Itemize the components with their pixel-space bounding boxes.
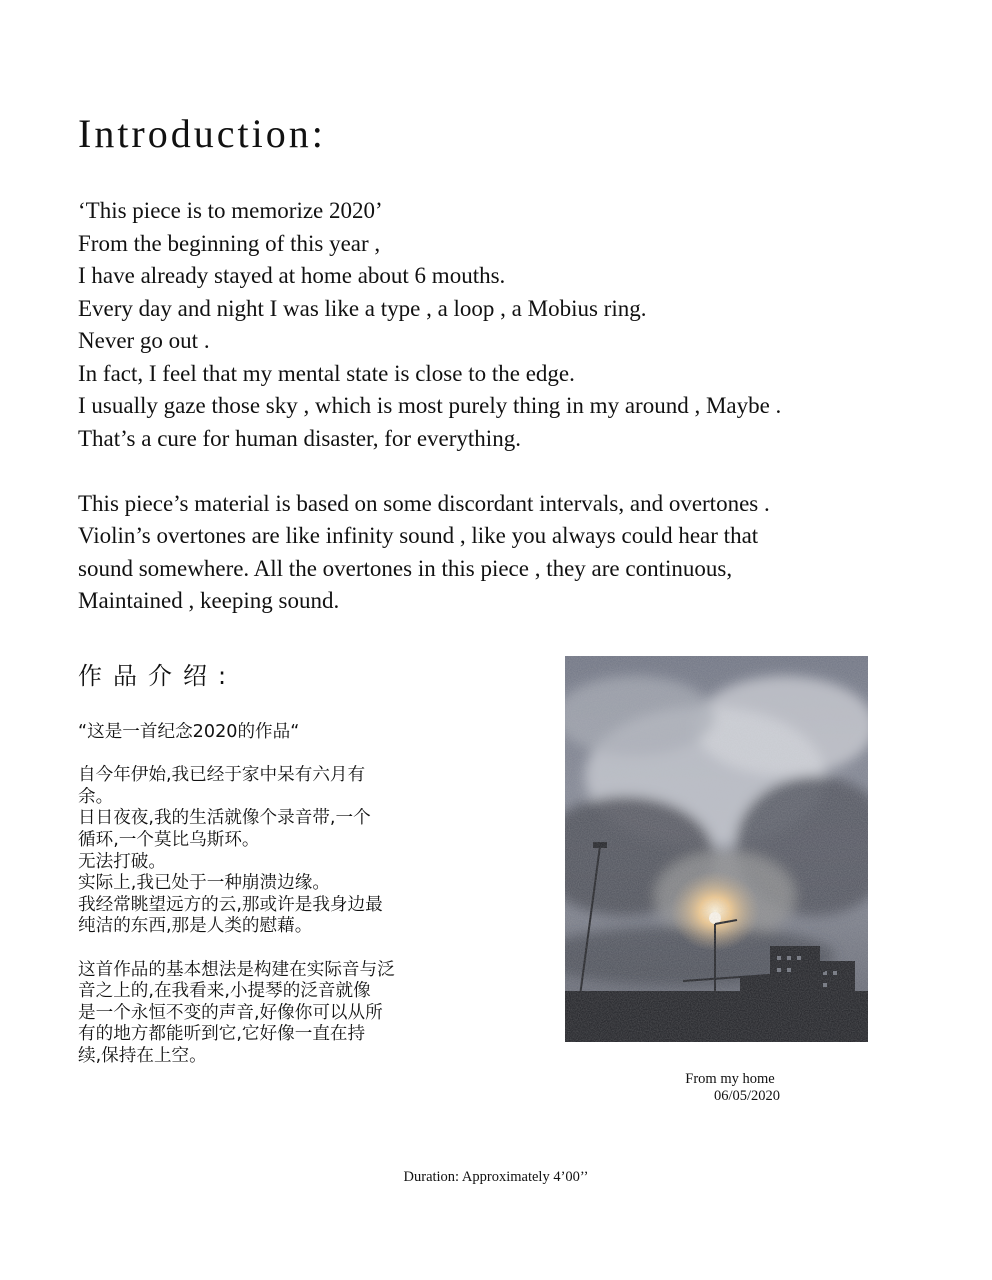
chinese-quote: “这是一首纪念2020的作品“ — [78, 722, 300, 742]
introduction-heading: Introduction: — [78, 111, 326, 156]
chinese-text-line: 纯洁的东西,那是人类的慰藉。 — [78, 916, 313, 937]
english-text-line: That’s a cure for human disaster, for everything. — [78, 425, 521, 451]
caption-location: From my home — [685, 1071, 775, 1087]
english-text-line: ‘This piece is to memorize 2020’ — [78, 198, 383, 223]
chinese-introduction-heading: 作品介绍: — [78, 662, 238, 690]
english-text-line: Violin’s overtones are like infinity sound , like you always could hear that — [78, 523, 759, 548]
chinese-text-line: 无法打破。 — [78, 851, 166, 872]
photo-caption — [640, 1071, 820, 1105]
chinese-text-line: 循环,一个莫比乌斯环。 — [78, 829, 260, 850]
english-text-line: This piece’s material is based on some discordant intervals, and overtones . — [78, 490, 770, 516]
english-text-line: I usually gaze those sky , which is most purely thing in my around , Maybe . — [78, 393, 782, 418]
chinese-text-line: 音之上的,在我看来,小提琴的泛音就像 — [78, 981, 371, 1002]
chinese-text-line: 这首作品的基本想法是构建在实际音与泛 — [78, 959, 395, 980]
english-text-line: I have already stayed at home about 6 mouths. — [78, 263, 506, 288]
paragraph-gap — [78, 455, 958, 488]
paragraph-gap — [78, 744, 468, 766]
chinese-text-line: 自今年伊始,我已经于家中呆有六月有 — [78, 765, 366, 786]
english-text-line: Never go out . — [78, 328, 210, 353]
chinese-introduction — [78, 722, 468, 1068]
duration-note: Duration: Approximately 4’00’’ — [403, 1169, 589, 1185]
english-text-line: From the beginning of this year , — [78, 230, 381, 256]
english-text-line: Maintained , keeping sound. — [78, 588, 340, 613]
chinese-text-line: 余。 — [78, 786, 114, 807]
caption-date: 06/05/2020 — [713, 1088, 781, 1104]
chinese-text-line: 日日夜夜,我的生活就像个录音带,一个 — [78, 808, 371, 829]
chinese-text-line: 续,保持在上空。 — [78, 1045, 207, 1066]
chinese-text-line: 是一个永恒不变的声音,好像你可以从所 — [78, 1002, 383, 1023]
english-text-line: In fact, I feel that my mental state is close to the edge. — [78, 360, 575, 386]
english-text-line: sound somewhere. All the overtones in this piece , they are continuous, — [78, 555, 733, 581]
chinese-text-line: 有的地方都能听到它,它好像一直在持 — [78, 1024, 366, 1045]
chinese-text-line: 实际上,我已处于一种崩溃边缘。 — [78, 873, 330, 894]
sky-photo — [565, 656, 868, 1042]
english-text-line: Every day and night I was like a type , a loop , a Mobius ring. — [78, 295, 647, 321]
chinese-text-line: 我经常眺望远方的云,那或许是我身边最 — [78, 894, 383, 915]
english-introduction — [78, 195, 958, 618]
paragraph-gap — [78, 938, 468, 960]
